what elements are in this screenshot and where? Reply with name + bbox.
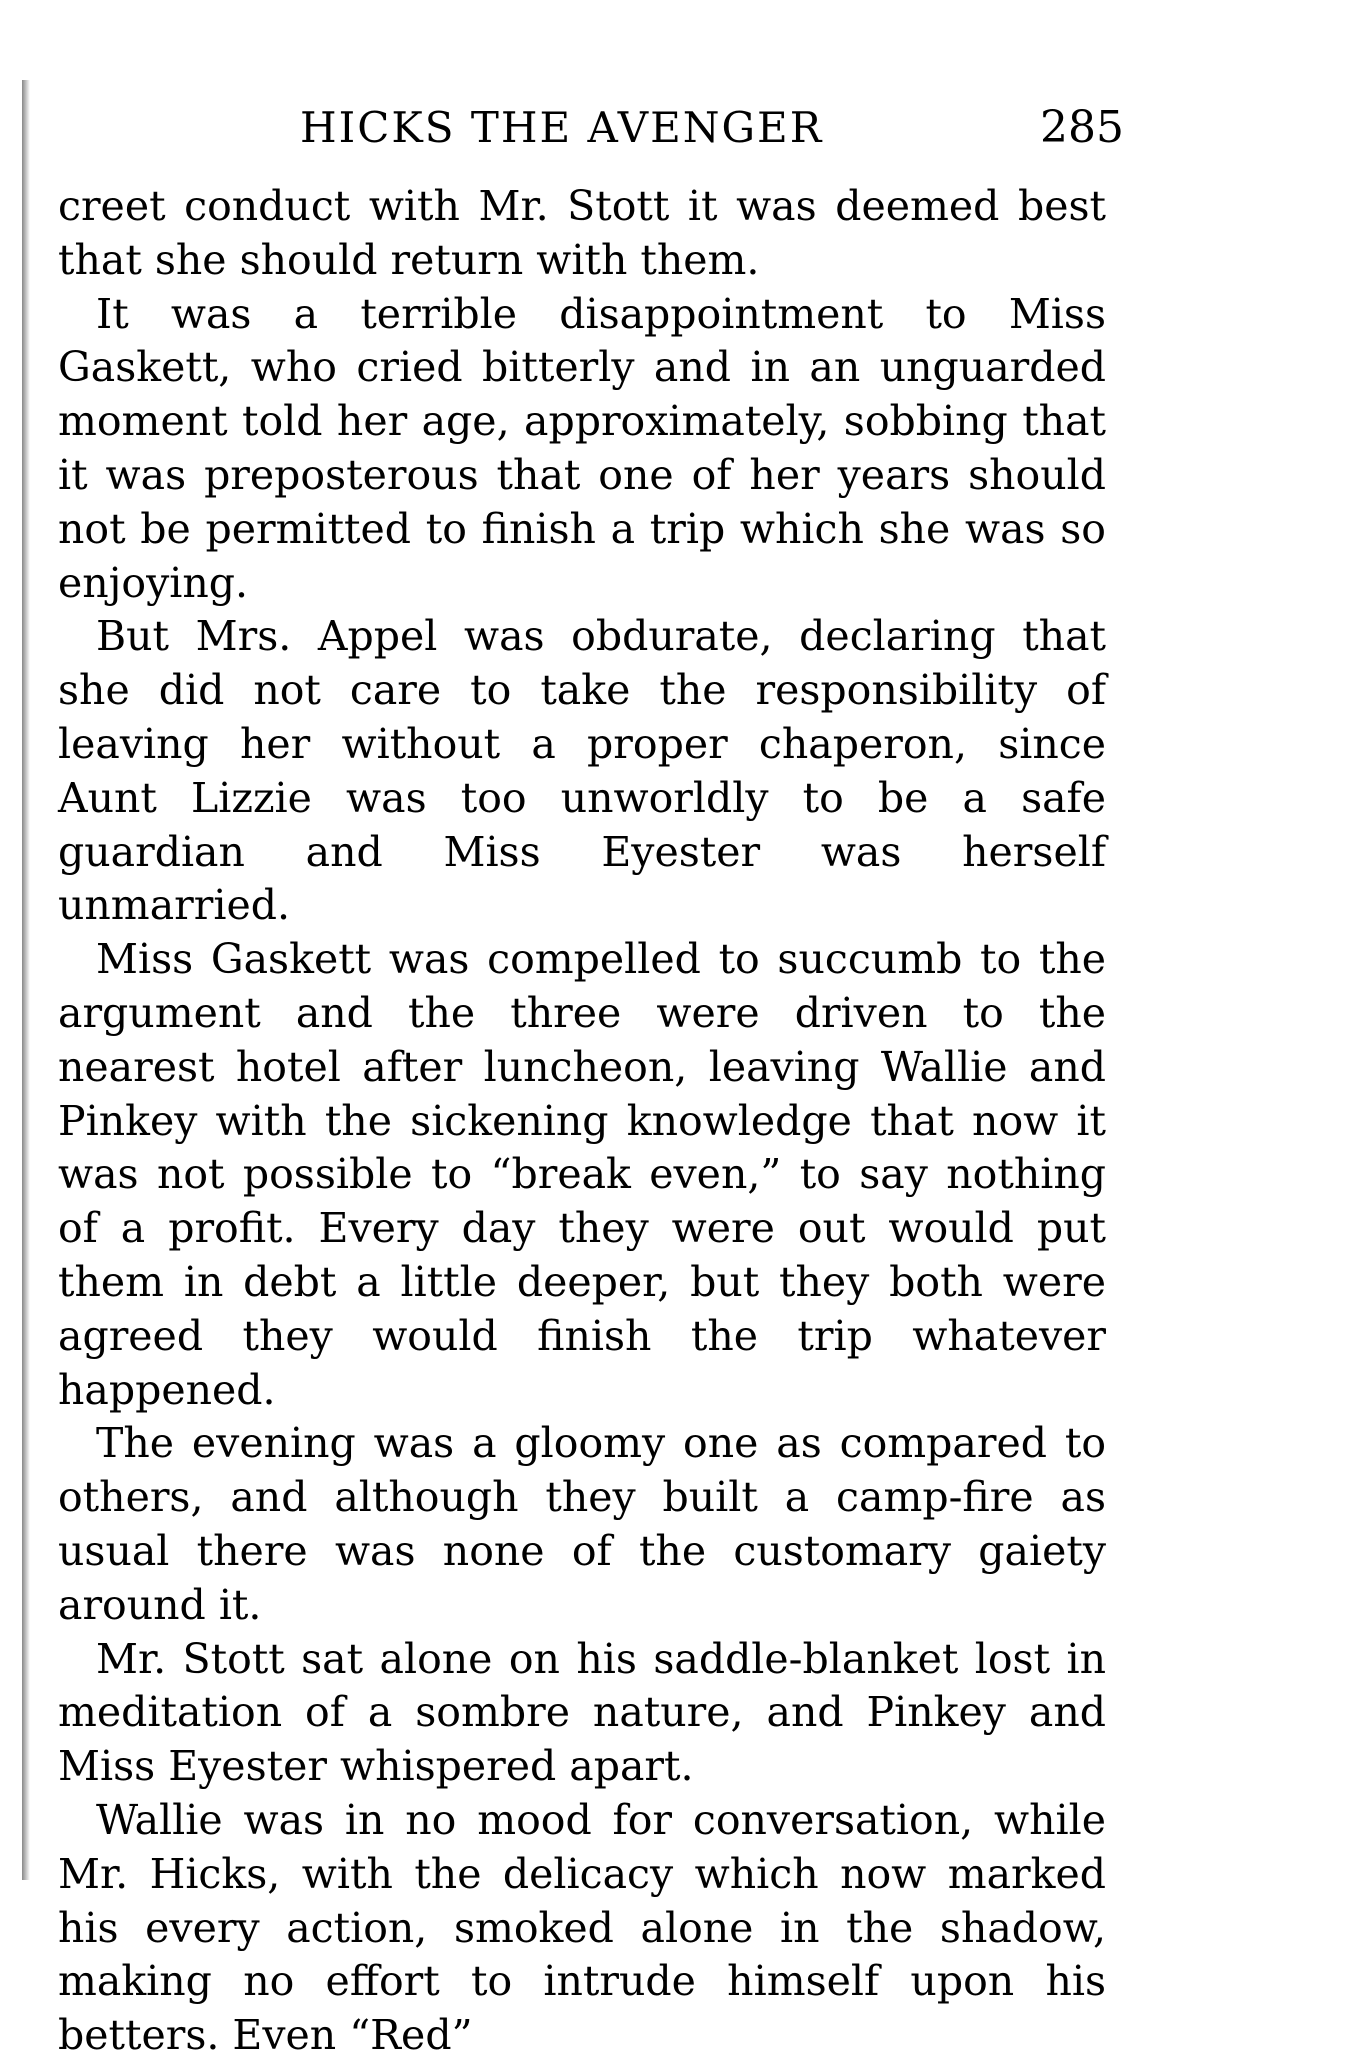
paragraph: Wallie was in no mood for conversation, while Mr. Hicks, with the delicacy which now marked his every action, smoked alone in the shadow, making no effort to intrude himself upon his betters. Even “Red”	[58, 1795, 1106, 2060]
paragraph-continuation: creet conduct with Mr. Stott it was deemed best that she should return with them.	[58, 182, 1106, 284]
binding-gutter-shadow	[22, 80, 30, 1880]
paragraph: The evening was a gloomy one as compared to others, and although they built a camp-fire as usual there was none of the customary gaiety around it.	[58, 1419, 1106, 1629]
page-number: 285	[1040, 102, 1124, 153]
body-text	[58, 180, 1106, 2063]
paragraph: But Mrs. Appel was obdurate, declaring that she did not care to take the responsibility of leaving her without a proper chaperon, since Aunt Lizzie was too unworldly to be a safe guardian and Miss Eyester was herself unmarried.	[58, 612, 1106, 930]
page-header	[0, 98, 1350, 158]
paragraph: It was a terrible disappointment to Miss Gaskett, who cried bitterly and in an unguarded moment told her age, approximately, sobbing that it was preposterous that one of her years should not be permitted to finish a trip which she was so enjoying.	[58, 289, 1106, 607]
running-head: HICKS THE AVENGER	[300, 103, 824, 152]
paragraph: Miss Gaskett was compelled to succumb to the argument and the three were driven to the nearest hotel after luncheon, leaving Wallie and Pinkey with the sickening knowledge that now it was not possible to “break even,” to say nothing of a profit. Every day they were out would put them in debt a little deeper, but they both were agreed they would finish the trip whatever happened.	[58, 935, 1106, 1414]
paragraph: Mr. Stott sat alone on his saddle-blanket lost in meditation of a sombre nature, and Pinkey and Miss Eyester whispered apart.	[58, 1634, 1106, 1791]
